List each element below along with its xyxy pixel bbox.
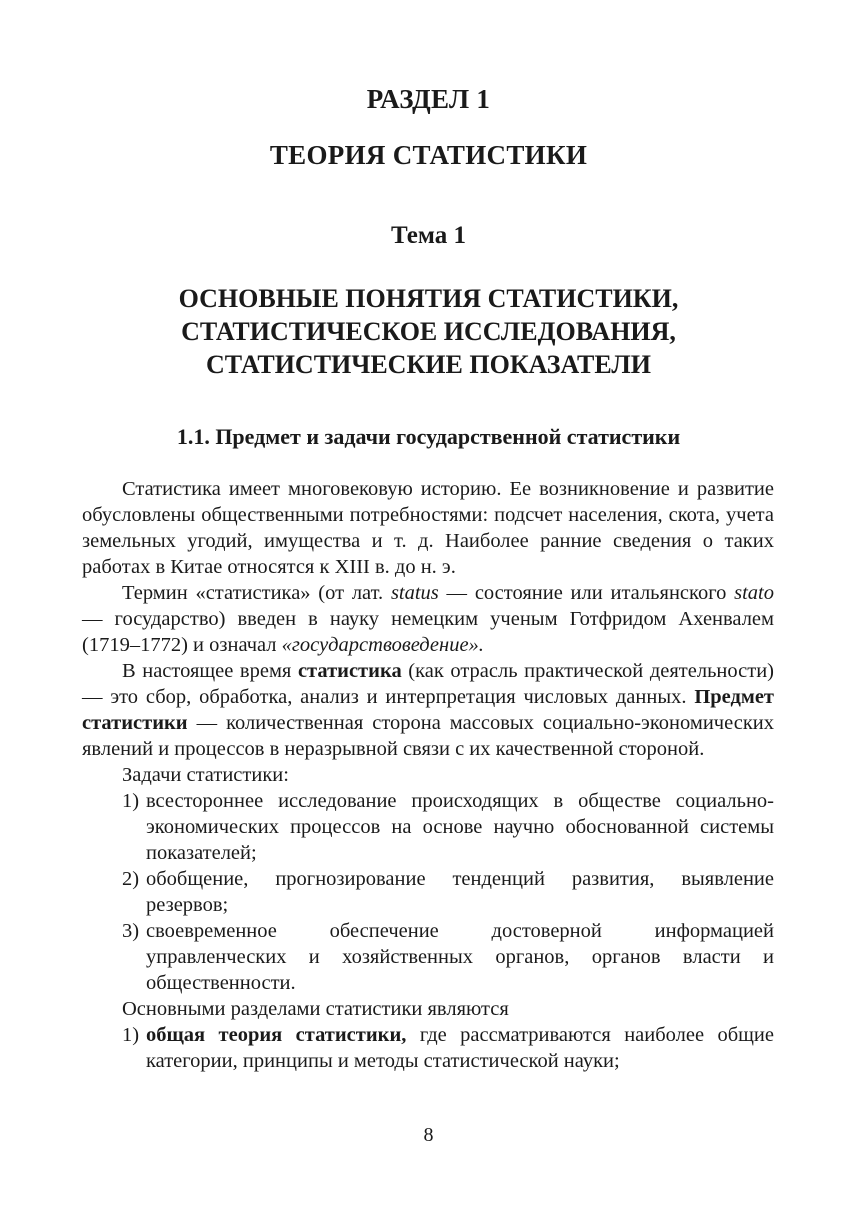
italian-term: stato — [734, 582, 774, 604]
list-item — [82, 918, 774, 996]
latin-term: status — [390, 582, 439, 604]
text-run: — количественная сторона массовых социально-экономических явлений и процессов в неразрывной связи с их качественной стороной. — [82, 712, 774, 760]
list-text: обобщение, прогнозирование тенденций развития, выявление резервов; — [146, 868, 774, 916]
bold-term: статистика — [297, 660, 402, 682]
list-item — [82, 788, 774, 866]
text-run: — состояние или итальянского — [438, 582, 735, 604]
list-item — [82, 1022, 774, 1074]
bold-term: Предмет статистики — [82, 686, 774, 734]
topic-title — [0, 282, 857, 381]
body-text — [82, 476, 774, 1074]
emphasis-term: «государствоведение». — [281, 634, 484, 656]
list-number: 2) — [122, 868, 140, 890]
section-title: РАЗДЕЛ 1 — [366, 84, 491, 114]
section-subtitle: ТЕОРИЯ СТАТИСТИКИ — [269, 140, 588, 170]
topic-title-line: ОСНОВНЫЕ ПОНЯТИЯ СТАТИСТИКИ, — [178, 284, 679, 313]
list-intro: Основными разделами статистики являются — [122, 998, 509, 1020]
list-number: 3) — [122, 920, 140, 942]
paragraph — [82, 658, 774, 762]
text-run: (как отрасль практической деятельности) — это сбор, обработка, анализ и интерпретация числовых данных. — [82, 660, 774, 708]
text-run: — государство) введен в науку немецким ученым Готфридом Ахенвалем (1719–1772) и означал — [82, 608, 774, 656]
subsection-title: 1.1. Предмет и задачи государственной статистики — [176, 424, 681, 449]
topic-title-line: СТАТИСТИЧЕСКОЕ ИССЛЕДОВАНИЯ, — [181, 317, 676, 346]
topic-number: Тема 1 — [391, 222, 466, 249]
list-number: 1) — [122, 1024, 140, 1046]
text-run: Термин «статистика» (от лат. — [122, 582, 391, 604]
list-number: 1) — [122, 790, 140, 812]
paragraph: Статистика имеет многовековую историю. Ее возникновение и развитие обусловлены общественными потребностями: подсчет населения, скота, учета земельных угодий, имущества и т. д. Наиболее ранние сведения о таких работах в Китае относятся к XIII в. до н. э. — [82, 478, 774, 578]
page-number: 8 — [423, 1124, 434, 1146]
text-run: В настоящее время — [122, 660, 298, 682]
list-text: своевременное обеспечение достоверной информацией управленческих и хозяйственных органов, органов власти и общественности. — [146, 920, 774, 994]
sections-list — [82, 1022, 774, 1074]
list-item — [82, 866, 774, 918]
tasks-list — [82, 788, 774, 996]
list-text: где рассматриваются наиболее общие категории, принципы и методы статистической науки; — [146, 1024, 775, 1072]
list-intro: Задачи статистики: — [122, 764, 289, 786]
list-text: всестороннее исследование происходящих в обществе социально-экономических процессов на основе научно обоснованной системы показателей; — [146, 790, 774, 864]
bold-term: общая теория статистики, — [146, 1024, 407, 1046]
paragraph — [82, 580, 774, 658]
topic-title-line: СТАТИСТИЧЕСКИЕ ПОКАЗАТЕЛИ — [206, 350, 651, 379]
